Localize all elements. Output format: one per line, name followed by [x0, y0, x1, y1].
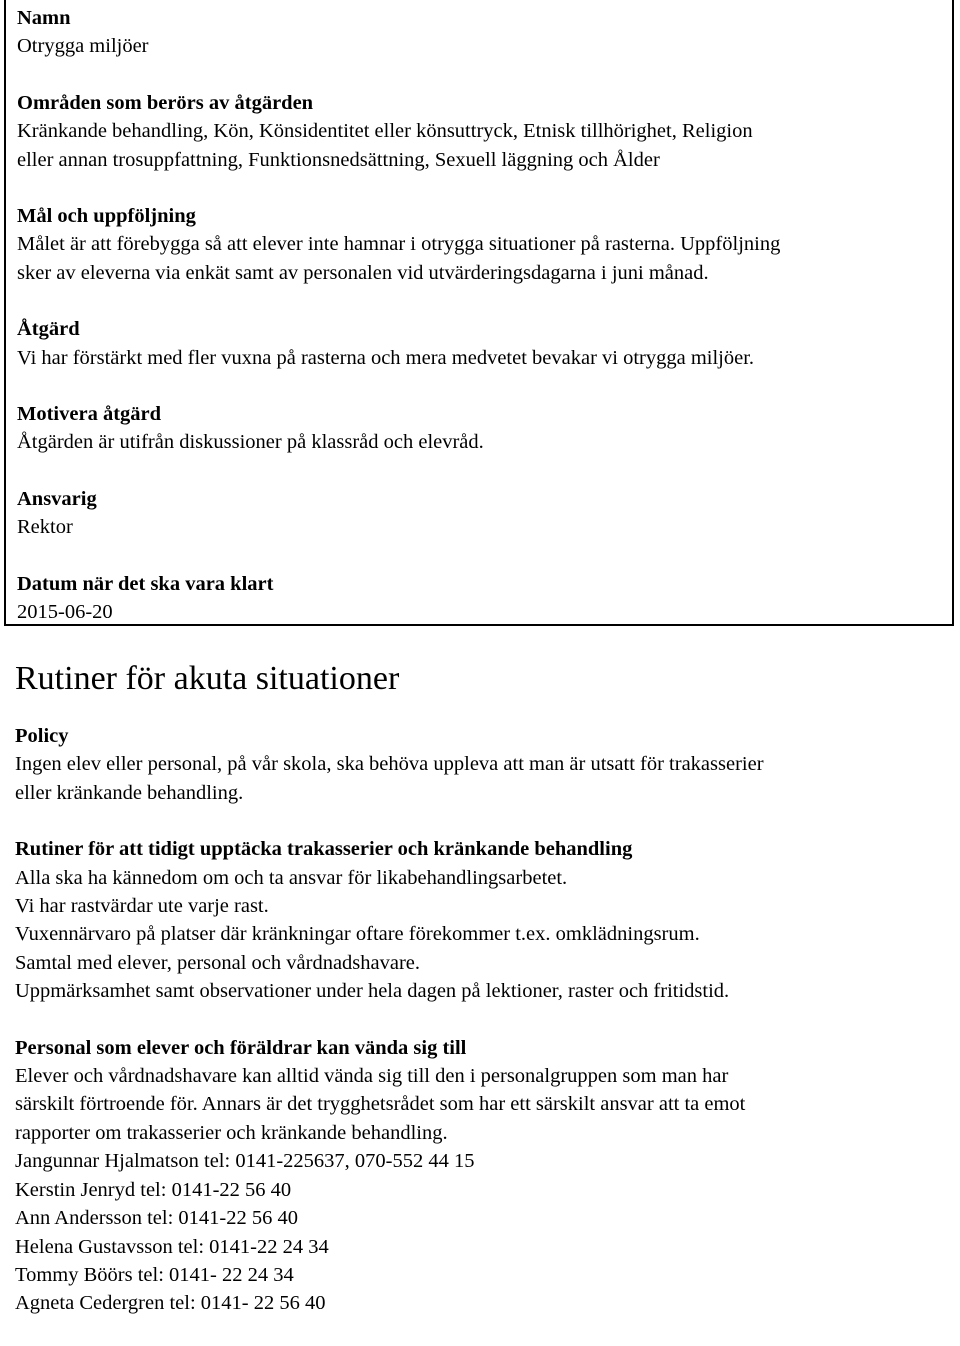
- early-detection-block: [15, 835, 945, 1005]
- staff-text-line: rapporter om trakasserier och kränkande behandling.: [15, 1121, 448, 1144]
- contact-item: Helena Gustavsson tel: 0141-22 24 34: [15, 1235, 329, 1258]
- list-item: Alla ska ha kännedom om och ta ansvar för likabehandlingsarbetet.: [15, 866, 568, 889]
- field-omraden: [17, 89, 947, 174]
- staff-text-line: Elever och vårdnadshavare kan alltid vända sig till den i personalgruppen som man har: [15, 1065, 729, 1088]
- ansvarig-label: Ansvarig: [17, 487, 97, 510]
- section-heading: Rutiner för akuta situationer: [15, 660, 400, 697]
- routines-section: [15, 658, 945, 1346]
- field-namn: [17, 4, 947, 61]
- list-item: Samtal med elever, personal och vårdnadshavare.: [15, 951, 421, 974]
- mal-label: Mål och uppföljning: [17, 205, 196, 228]
- field-motivera: [17, 400, 947, 457]
- contact-item: Agneta Cedergren tel: 0141- 22 56 40: [15, 1292, 326, 1315]
- policy-text-line: Ingen elev eller personal, på vår skola, ska behöva uppleva att man är utsatt för trakasserier: [15, 753, 764, 776]
- mal-value-line: Målet är att förebygga så att elever inte hamnar i otrygga situationer på rasterna. Uppföljning: [17, 233, 781, 256]
- action-form-content: [17, 4, 947, 627]
- atgard-value: Vi har förstärkt med fler vuxna på rasterna och mera medvetet bevakar vi otrygga miljöer.: [17, 346, 755, 369]
- field-ansvarig: [17, 485, 947, 542]
- field-atgard: [17, 315, 947, 372]
- early-detection-label: Rutiner för att tidigt upptäcka trakasserier och kränkande behandling: [15, 838, 633, 861]
- staff-contact-label: Personal som elever och föräldrar kan vända sig till: [15, 1036, 467, 1059]
- contact-item: Ann Andersson tel: 0141-22 56 40: [15, 1207, 298, 1230]
- atgard-label: Åtgärd: [17, 318, 80, 341]
- ansvarig-value: Rektor: [17, 516, 73, 539]
- policy-text-line: eller kränkande behandling.: [15, 781, 244, 804]
- namn-value: Otrygga miljöer: [17, 35, 149, 58]
- contact-item: Jangunnar Hjalmatson tel: 0141-225637, 070-552 44 15: [15, 1150, 475, 1173]
- field-mal: [17, 202, 947, 287]
- list-item: Vi har rastvärdar ute varje rast.: [15, 895, 269, 918]
- mal-value-line: sker av eleverna via enkät samt av personalen vid utvärderingsdagarna i juni månad.: [17, 261, 709, 284]
- contact-item: Tommy Böörs tel: 0141- 22 24 34: [15, 1263, 294, 1286]
- field-datum: [17, 570, 947, 627]
- motivera-value: Åtgärden är utifrån diskussioner på klassråd och elevråd.: [17, 431, 484, 454]
- motivera-label: Motivera åtgärd: [17, 403, 162, 426]
- policy-block: [15, 722, 945, 807]
- omraden-label: Områden som berörs av åtgärden: [17, 91, 314, 114]
- contact-item: Kerstin Jenryd tel: 0141-22 56 40: [15, 1178, 292, 1201]
- datum-label: Datum när det ska vara klart: [17, 572, 274, 595]
- list-item: Vuxennärvaro på platser där kränkningar oftare förekommer t.ex. omklädningsrum.: [15, 923, 700, 946]
- list-item: Uppmärksamhet samt observationer under hela dagen på lektioner, raster och fritidstid.: [15, 980, 730, 1003]
- omraden-value-line: Kränkande behandling, Kön, Könsidentitet eller könsuttryck, Etnisk tillhörighet, Religion: [17, 120, 753, 143]
- policy-label: Policy: [15, 725, 69, 747]
- staff-contact-block: [15, 1034, 945, 1318]
- omraden-value-line: eller annan trosuppfattning, Funktionsnedsättning, Sexuell läggning och Ålder: [17, 148, 660, 171]
- action-form-box: [4, 0, 954, 626]
- staff-text-line: särskilt förtroende för. Annars är det trygghetsrådet som har ett särskilt ansvar att ta emot: [15, 1093, 746, 1116]
- datum-value: 2015-06-20: [17, 601, 113, 624]
- namn-label: Namn: [17, 7, 71, 29]
